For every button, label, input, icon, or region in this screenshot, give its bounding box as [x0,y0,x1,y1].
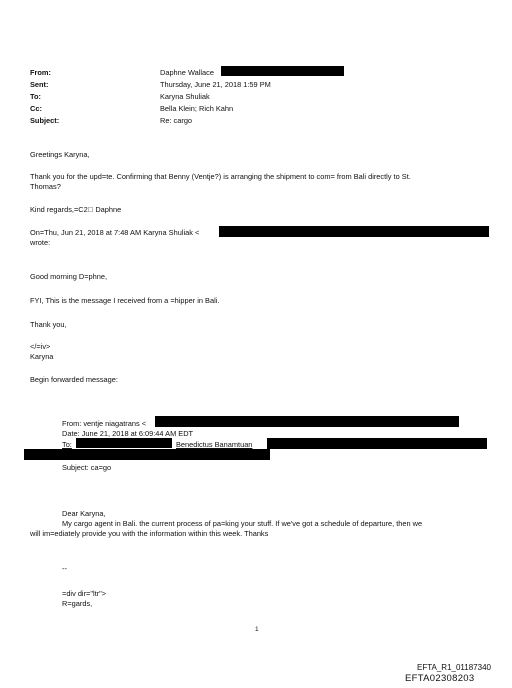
forwarded-to-name: Benedictus Banamtuan [176,440,253,449]
from-value: Daphne Wallace [160,68,214,77]
quoted-signature: Karyna [30,352,54,361]
signature-separator: -- [62,564,67,573]
forwarded-body-line: My cargo agent in Bali. the current process of pa=king your stuff. If we've got a schedule of departure, then we [62,519,423,528]
bates-number-secondary: EFTA02308203 [405,673,475,684]
redaction-bar [267,438,487,449]
forwarded-to-label: To: [62,440,72,449]
quoted-markup: </=iv> [30,342,51,351]
redaction-bar [221,66,344,76]
quoted-thanks: Thank you, [30,320,67,329]
redaction-bar [76,438,172,448]
forwarded-body-line: will im=ediately provide you with the information within this week. Thanks [30,529,269,538]
closing-regards: Kind regards,=C2  Daphne [30,205,122,214]
redaction-bar [155,416,459,427]
quoted-wrote: wrote: [30,238,51,247]
cc-value: Bella Klein; Rich Kahn [160,104,234,113]
quoted-header: On=Thu, Jun 21, 2018 at 7:48 AM Karyna Shuliak < [30,228,200,237]
page-number: 1 [255,626,259,633]
redaction-bar [24,449,270,460]
quoted-greeting: Good morning D=phne, [30,272,108,281]
body-paragraph-line: Thank you for the upd=te. Confirming that Benny (Ventje?) is arranging the shipment to com= from Bali directly to St. [30,172,411,181]
begin-forwarded: Begin forwarded message: [30,375,118,384]
from-label: From: [30,68,51,77]
to-value: Karyna Shuliak [160,92,210,101]
greeting: Greetings Karyna, [30,150,90,159]
forwarded-date: Date: June 21, 2018 at 6:09:44 AM EDT [62,429,194,438]
forwarded-greeting: Dear Karyna, [62,509,106,518]
subject-value: Re: cargo [160,116,193,125]
body-paragraph-line: Thomas? [30,182,61,191]
bates-number-primary: EFTA_R1_01187340 [417,663,491,672]
sent-value: Thursday, June 21, 2018 1:59 PM [160,80,271,89]
cc-label: Cc: [30,104,42,113]
quoted-text: FYI, This is the message I received from a =hipper in Bali. [30,296,220,305]
forwarded-markup: =div dir="ltr"> [62,589,107,598]
to-label: To: [30,92,41,101]
sent-label: Sent: [30,80,49,89]
forwarded-subject: Subject: ca=go [62,463,112,472]
subject-label: Subject: [30,116,60,125]
forwarded-regards: R=gards, [62,599,93,608]
redaction-bar [219,226,489,237]
forwarded-from: From: ventje niagatrans < [62,419,147,428]
